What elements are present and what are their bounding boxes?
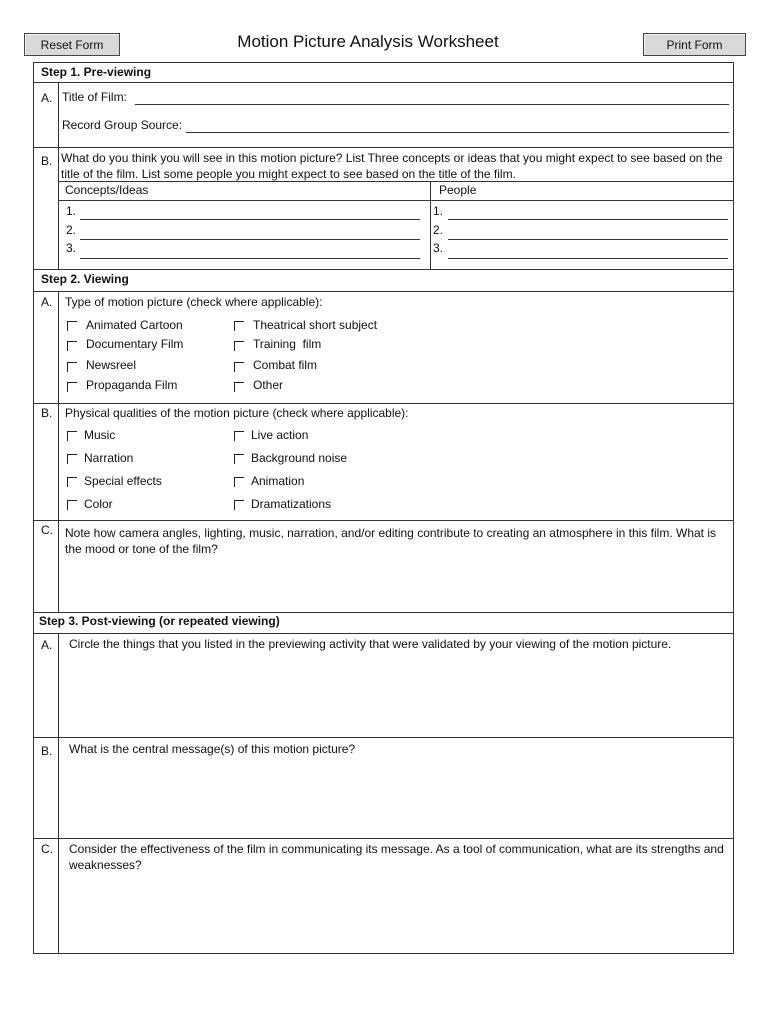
step3-a-prompt: Circle the things that you listed in the previewing activity that were validated by your viewing of the motion picture. (69, 637, 672, 651)
film-title-label: Title of Film: (62, 90, 127, 104)
checkbox-theatrical-short[interactable] (234, 321, 244, 331)
checkbox-color[interactable] (67, 500, 77, 510)
divider (34, 737, 733, 738)
option-label: Music (84, 428, 116, 442)
divider (58, 291, 59, 403)
step2-a-prompt: Type of motion picture (check where applicable): (65, 295, 323, 309)
checkbox-newsreel[interactable] (67, 362, 77, 372)
step2-c-prompt: Note how camera angles, lighting, music, narration, and/or editing contribute to creating an atmosphere in this film. What is the mood or tone of the film? (65, 526, 716, 556)
divider (58, 147, 59, 269)
step3-b-letter: B. (41, 744, 53, 758)
people-number: 2. (433, 223, 444, 237)
step3-b-prompt: What is the central message(s) of this motion picture? (69, 742, 356, 756)
checkbox-training-film[interactable] (234, 341, 244, 351)
checkbox-animated-cartoon[interactable] (67, 321, 77, 331)
option-label: Documentary Film (86, 337, 184, 351)
effectiveness-answer-area[interactable] (60, 877, 730, 951)
step2-b-prompt: Physical qualities of the motion picture (check where applicable): (65, 406, 409, 420)
step1-b-prompt: What do you think you will see in this motion picture? List Three concepts or ideas that you might expect to see based on the title of the film. List some people you might expect to see based on the title of the film. (61, 151, 723, 181)
step2-a-letter: A. (41, 295, 53, 309)
option-label: Propaganda Film (86, 378, 178, 392)
option-label: Newsreel (86, 358, 137, 372)
option-label: Animation (251, 474, 305, 488)
film-title-field[interactable] (135, 104, 729, 105)
step1-b-letter: B. (41, 154, 53, 168)
option-label: Dramatizations (251, 497, 332, 511)
print-form-button[interactable]: Print Form (643, 33, 746, 56)
divider (34, 633, 733, 634)
page-title: Motion Picture Analysis Worksheet (237, 32, 499, 51)
people-number: 3. (433, 241, 444, 255)
checkbox-combat-film[interactable] (234, 362, 244, 372)
divider (58, 200, 733, 201)
mood-answer-area[interactable] (60, 559, 730, 609)
divider (58, 181, 733, 182)
divider (58, 82, 59, 147)
checkbox-animation[interactable] (234, 477, 244, 487)
divider (34, 82, 733, 83)
checkbox-background-noise[interactable] (234, 454, 244, 464)
checkbox-live-action[interactable] (234, 431, 244, 441)
people-number: 1. (433, 204, 444, 218)
people-field-1[interactable] (448, 219, 728, 220)
step1-a-letter: A. (41, 91, 53, 105)
concept-field-1[interactable] (80, 219, 420, 220)
option-label: Special effects (84, 474, 162, 488)
concept-number: 2. (66, 223, 77, 237)
concept-field-2[interactable] (80, 239, 420, 240)
option-label: Training film (253, 337, 322, 351)
step1-heading: Step 1. Pre-viewing (41, 65, 152, 79)
concept-field-3[interactable] (80, 258, 420, 259)
people-field-3[interactable] (448, 258, 728, 259)
checkbox-documentary-film[interactable] (67, 341, 77, 351)
step2-b-letter: B. (41, 406, 53, 420)
divider (34, 147, 733, 148)
option-label: Theatrical short subject (253, 318, 378, 332)
checkbox-dramatizations[interactable] (234, 500, 244, 510)
option-label: Other (253, 378, 284, 392)
checkbox-music[interactable] (67, 431, 77, 441)
step2-heading: Step 2. Viewing (41, 272, 129, 286)
divider (34, 520, 733, 521)
divider (34, 269, 733, 270)
option-label: Color (84, 497, 113, 511)
option-label: Animated Cartoon (86, 318, 183, 332)
checkbox-other[interactable] (234, 382, 244, 392)
validated-answer-area[interactable] (60, 655, 730, 735)
checkbox-narration[interactable] (67, 454, 77, 464)
option-label: Live action (251, 428, 309, 442)
concept-number: 3. (66, 241, 77, 255)
option-label: Combat film (253, 358, 318, 372)
divider (58, 403, 59, 520)
divider (34, 403, 733, 404)
divider (34, 291, 733, 292)
divider (34, 838, 733, 839)
record-group-label: Record Group Source: (62, 118, 183, 132)
checkbox-propaganda-film[interactable] (67, 382, 77, 392)
divider (58, 520, 59, 612)
people-field-2[interactable] (448, 239, 728, 240)
concepts-header: Concepts/Ideas (65, 183, 149, 197)
divider (430, 181, 431, 269)
option-label: Narration (84, 451, 134, 465)
central-message-answer-area[interactable] (60, 761, 730, 836)
option-label: Background noise (251, 451, 348, 465)
step2-c-letter: C. (41, 523, 53, 537)
divider (58, 633, 59, 954)
step3-c-prompt: Consider the effectiveness of the film in communicating its message. As a tool of communication, what are its strengths and weaknesses? (69, 842, 724, 872)
record-group-field[interactable] (186, 132, 729, 133)
reset-form-button[interactable]: Reset Form (24, 33, 120, 56)
checkbox-special-effects[interactable] (67, 477, 77, 487)
worksheet-form (33, 62, 734, 954)
concept-number: 1. (66, 204, 77, 218)
step3-a-letter: A. (41, 638, 53, 652)
people-header: People (439, 183, 477, 197)
step3-heading: Step 3. Post-viewing (or repeated viewing) (39, 614, 280, 628)
step3-c-letter: C. (41, 842, 53, 856)
